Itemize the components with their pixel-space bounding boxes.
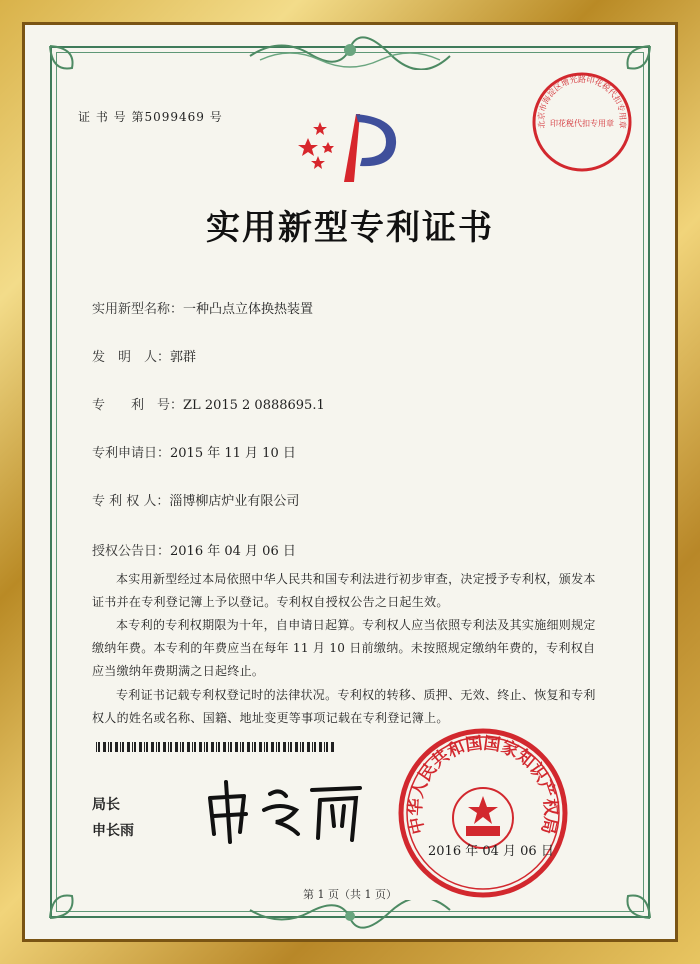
barcode-bar [259, 742, 262, 752]
seal-date: 2016 年 04 月 06 日 [428, 844, 554, 859]
page-number: 第 1 页（共 1 页） [303, 888, 397, 901]
barcode-bar [98, 742, 100, 752]
barcode-bar [103, 742, 106, 752]
official-seal [396, 726, 570, 900]
field-patentee [92, 490, 299, 509]
barcode-bar [192, 742, 193, 752]
field-label: 专 利 号： [92, 398, 184, 413]
barcode-bar [312, 742, 313, 752]
barcode-bar [151, 742, 154, 752]
barcode-bar [295, 742, 298, 752]
field-label: 实用新型名称： [92, 302, 184, 317]
director-name: 申长雨 [92, 823, 134, 839]
top-ornament [240, 36, 460, 70]
stamp-duty-seal [530, 70, 634, 174]
field-patent-number [92, 394, 325, 413]
barcode-bar [144, 742, 145, 752]
barcode-bar [271, 742, 274, 752]
barcode-bar [199, 742, 202, 752]
barcode-bar [331, 742, 334, 752]
field-label: 授权公告日： [92, 544, 171, 559]
barcode-bar [223, 742, 226, 752]
barcode-bar [228, 742, 229, 752]
bottom-ornament [240, 900, 460, 930]
barcode-bar [206, 742, 208, 752]
field-utility-model-name [92, 298, 313, 317]
barcode-bar [216, 742, 217, 752]
field-value: ZL 2015 2 0888695.1 [183, 398, 325, 413]
barcode-bar [182, 742, 184, 752]
small-seal-center: 印花税代扣专用章 [550, 119, 614, 128]
barcode-bar [266, 742, 268, 752]
field-value: 一种凸点立体换热装置 [183, 302, 314, 317]
barcode-bar [115, 742, 118, 752]
barcode-bar [264, 742, 265, 752]
seal-text: 中华人民共和国国家知识产权局 [405, 733, 561, 836]
barcode-bar [156, 742, 157, 752]
barcode-bar [254, 742, 256, 752]
barcode-bar [290, 742, 292, 752]
field-inventor [92, 346, 196, 365]
barcode-bar [194, 742, 196, 752]
patent-office-logo-icon [298, 108, 408, 186]
barcode-bar [218, 742, 220, 752]
barcode-bar [240, 742, 241, 752]
barcode-bar [180, 742, 181, 752]
barcode-bar [314, 742, 316, 752]
barcode-bar [242, 742, 244, 752]
director-title: 局长 [92, 797, 120, 813]
barcode-bar [168, 742, 169, 752]
barcode-bar [235, 742, 238, 752]
barcode-bar [252, 742, 253, 752]
barcode-bar [288, 742, 289, 752]
barcode-bar [278, 742, 280, 752]
barcode-bar [324, 742, 325, 752]
certificate-number: 证 书 号 第5099469 号 [78, 110, 223, 124]
barcode-bar [170, 742, 172, 752]
barcode-bar [134, 742, 136, 752]
field-value: 郭群 [170, 350, 197, 365]
barcode-bar [187, 742, 190, 752]
barcode-bar [158, 742, 160, 752]
barcode-bar [302, 742, 304, 752]
certificate-title: 实用新型专利证书 [206, 208, 494, 248]
barcode [96, 742, 334, 752]
barcode-bar [230, 742, 232, 752]
barcode-bar [307, 742, 310, 752]
field-application-date [92, 442, 296, 461]
barcode-bar [127, 742, 130, 752]
director-signature [200, 776, 370, 844]
barcode-bar [276, 742, 277, 752]
barcode-bar [146, 742, 148, 752]
barcode-bar [163, 742, 166, 752]
field-value: 2016 年 04 月 06 日 [170, 544, 296, 559]
barcode-bar [204, 742, 205, 752]
field-label: 发 明 人： [92, 350, 171, 365]
barcode-bar [319, 742, 322, 752]
field-label: 专利申请日： [92, 446, 171, 461]
field-value: 2015 年 11 月 10 日 [170, 446, 296, 461]
small-seal-text: 北京市海淀区增光路印花税代扣专用章 [536, 74, 628, 130]
barcode-bar [300, 742, 301, 752]
field-grant-date [92, 540, 296, 559]
barcode-bar [283, 742, 286, 752]
field-value: 淄博柳店炉业有限公司 [169, 494, 300, 509]
barcode-bar [110, 742, 112, 752]
corner-ornament-tl [46, 42, 96, 92]
barcode-bar [139, 742, 142, 752]
paragraph-term: 本专利的专利权期限为十年，自申请日起算。专利权人应当依照专利法及其实施细则规定缴纳年费。本专利的年费应当在每年 11 月 10 日前缴纳。未按照规定缴纳年费的，专利权自应当缴纳年费期满之日起终止。 [92, 618, 596, 678]
paragraph-legal-status: 专利证书记载专利权登记时的法律状况。专利权的转移、质押、无效、终止、恢复和专利权人的姓名或名称、国籍、地址变更等事项记载在专利登记簿上。 [92, 688, 596, 725]
barcode-bar [247, 742, 250, 752]
barcode-bar [326, 742, 328, 752]
barcode-bar [211, 742, 214, 752]
barcode-bar [108, 742, 109, 752]
barcode-bar [175, 742, 178, 752]
paragraph-grant: 本实用新型经过本局依照中华人民共和国专利法进行初步审查，决定授予专利权，颁发本证书并在专利登记簿上予以登记。专利权自授权公告之日起生效。 [92, 572, 596, 609]
field-label: 专 利 权 人： [92, 494, 170, 509]
barcode-bar [96, 742, 97, 752]
barcode-bar [120, 742, 121, 752]
barcode-bar [132, 742, 133, 752]
barcode-bar [122, 742, 124, 752]
